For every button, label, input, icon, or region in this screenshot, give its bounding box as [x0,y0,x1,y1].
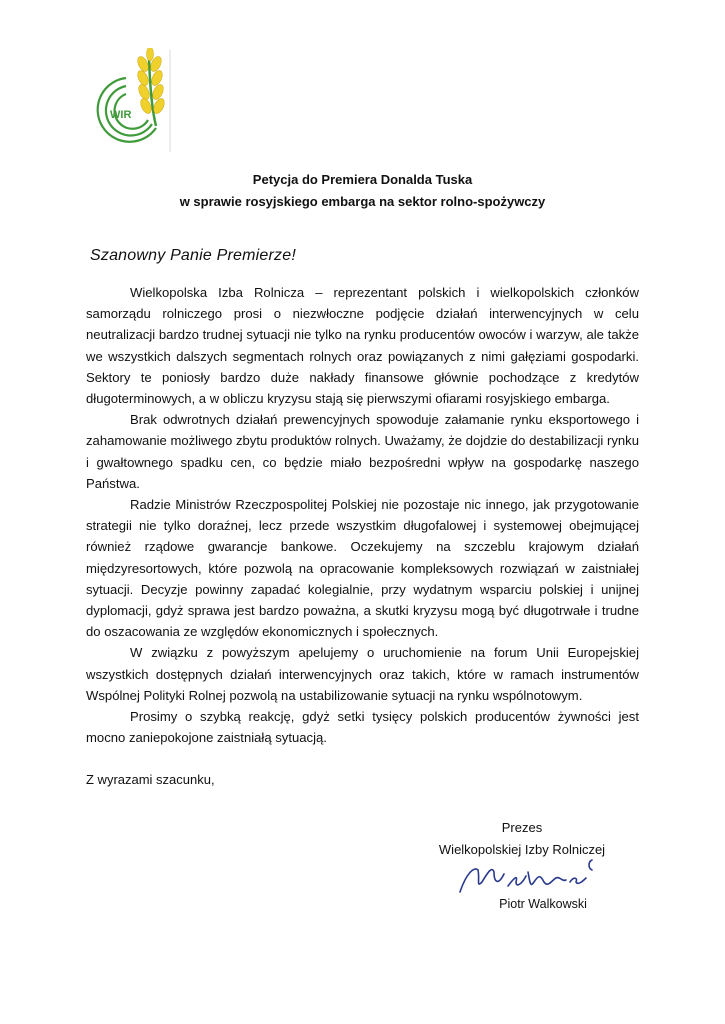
closing: Z wyrazami szacunku, [86,772,215,787]
paragraph-3: Radzie Ministrów Rzeczpospolitej Polskiej nie pozostaje nic innego, jak przygotowanie strategii nie tylko doraźnej, lecz przede wszystkim długofalowej i systemowej obejmującej również rządowe gwarancje bankowe. Oczekujemy na szczeblu krajowym działań międzyresortowych, które pozwolą na opracowanie kompleksowych rozwiązań w zaistniałej sytuacji. Decyzje powinny zapadać kolegialnie, przy wydatnym wsparciu polskiej i unijnej dyplomacji, gdyż sprawa jest bardzo poważna, a skutki kryzysu mogą być długotrwałe i trudne do oszacowania ze względów ekonomicznych i społecznych. [86,497,639,640]
wir-logo [86,48,172,154]
salutation: Szanowny Panie Premierze! [90,247,296,264]
petition-subtitle: w sprawie rosyjskiego embarga na sektor rolno-spożywczy [179,194,546,209]
signer-role: Prezes [501,820,543,835]
signer-name: Piotr Walkowski [499,897,587,911]
letter-body [86,282,639,748]
paragraph-1: Wielkopolska Izba Rolnicza – reprezentant polskich i wielkopolskich członków samorządu rolniczego prosi o niezwłoczne podjęcie działań interwencyjnych w celu neutralizacji bardzo trudnej sytuacji nie tylko na rynku producentów owoców i warzyw, ale także we wszystkich dalszych segmentach rolnych oraz powiązanych z nimi gałęziami gospodarki. Sektory te poniosły bardzo duże nakłady finansowe głównie pochodzące z kredytów długoterminowych, a w obliczu kryzysu stają się pierwszymi ofiarami rosyjskiego embarga. [86,285,639,407]
signer-organization: Wielkopolskiej Izby Rolniczej [438,842,606,857]
paragraph-2: Brak odwrotnych działań prewencyjnych spowoduje załamanie rynku eksportowego i zahamowanie możliwego zbytu produktów rolnych. Uważamy, że dojdzie do destabilizacji rynku i gwałtownego spadku cen, co będzie miało bezpośredni wpływ na gospodarkę naszego Państwa. [86,412,639,491]
paragraph-4: W związku z powyższym apelujemy o uruchomienie na forum Unii Europejskiej wszystkich dostępnych działań interwencyjnych oraz takich, które w ramach instrumentów Wspólnej Polityki Rolnej pozwolą na ustabilizowanie sytuacji na rynku wspólnotowym. [86,645,639,703]
petition-title: Petycja do Premiera Donalda Tuska [252,172,473,187]
paragraph-5: Prosimy o szybką reakcję, gdyż setki tysięcy polskich producentów żywności jest mocno zaniepokojone zaistniałą sytuacją. [86,709,639,746]
logo-text: WIR [110,109,132,121]
